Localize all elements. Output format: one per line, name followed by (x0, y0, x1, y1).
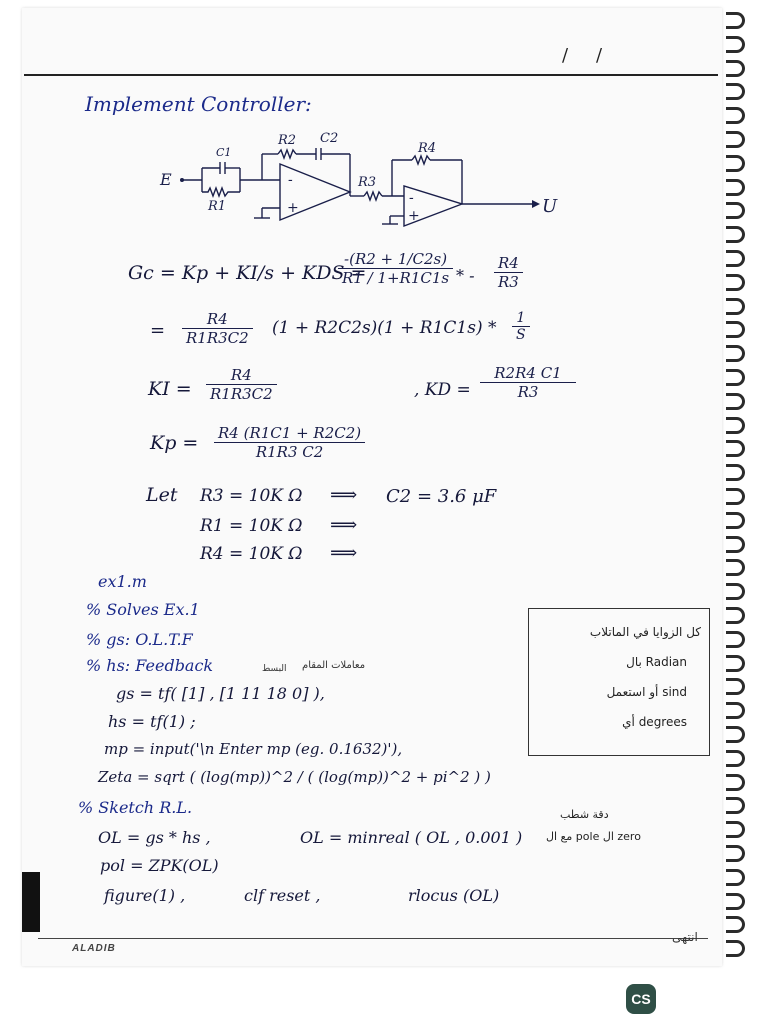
code-line-ol: OL = gs * hs , (98, 828, 211, 847)
spiral-ring (726, 488, 745, 505)
note-tolerance: دقة شطب (560, 808, 609, 821)
kd-denominator: R3 (480, 382, 576, 401)
output-label: U (542, 196, 558, 217)
arrow-icon: ⟹ (330, 542, 358, 564)
spiral-ring (726, 916, 745, 933)
spiral-ring (726, 440, 745, 457)
let-word: Let (146, 484, 178, 506)
spiral-ring (726, 202, 745, 219)
ki-numerator: R4 (230, 366, 252, 384)
r3-label: R3 (358, 175, 377, 190)
code-comment: % Solves Ex.1 (86, 600, 200, 619)
opamp2-plus: + (408, 208, 420, 224)
spiral-ring (726, 274, 745, 291)
let-r1: R1 = 10K Ω (200, 516, 303, 536)
code-line-rlocus: rlocus (OL) (408, 886, 500, 905)
footer-rule (38, 938, 708, 939)
gc-numerator: -(R2 + 1/C2s) (344, 250, 448, 268)
code-line-figure: figure(1) , (104, 886, 186, 905)
spiral-ring (726, 36, 745, 53)
spiral-binding (722, 12, 748, 967)
spiral-ring (726, 60, 745, 77)
spiral-ring (726, 83, 745, 100)
line2-one-over-s (512, 310, 530, 343)
spiral-ring (726, 797, 745, 814)
note-line: كل الزوايا في الماتلاب (589, 625, 701, 639)
note-line: degrees أي (622, 715, 687, 729)
line2-fraction (182, 310, 253, 347)
spiral-ring (726, 131, 745, 148)
notebook-logo: ALADIB (72, 943, 116, 954)
spiral-ring (726, 321, 745, 338)
spiral-ring (726, 417, 745, 434)
spiral-ring (726, 869, 745, 886)
kp-denominator: R1R3 C2 (214, 442, 365, 461)
let-r3: R3 = 10K Ω (200, 486, 303, 506)
spiral-ring (726, 678, 745, 695)
header-rule (24, 74, 718, 76)
let-r4: R4 = 10K Ω (200, 544, 303, 564)
camscanner-badge: CS (626, 984, 656, 1014)
spiral-ring (726, 369, 745, 386)
spiral-ring (726, 107, 745, 124)
gc-r4-r3-fraction (494, 254, 523, 291)
r1-label: R1 (208, 199, 227, 214)
kp-numerator: R4 (R1C1 + R2C2) (218, 424, 362, 442)
corner-note: انتهى (672, 930, 698, 944)
code-comment: % gs: O.L.T.F (86, 630, 193, 649)
note-pole-zero: zero ال pole مع ال (546, 830, 641, 843)
spiral-ring (726, 631, 745, 648)
gc-mult: * - (456, 266, 475, 285)
ki-lhs: KI = (148, 378, 192, 400)
code-filename: ex1.m (98, 572, 147, 591)
c2-label: C2 (320, 131, 339, 146)
code-line-zeta: Zeta = sqrt ( (log(mp))^2 / ( (log(mp))^2 + pi^2 ) ) (98, 768, 491, 786)
code-comment: % Sketch R.L. (78, 798, 193, 817)
spiral-ring (726, 536, 745, 553)
line2-equals: = (150, 320, 166, 341)
spiral-ring (726, 298, 745, 315)
line2-numerator: R4 (206, 310, 228, 328)
r4-label: R4 (418, 141, 437, 156)
radian-note-box (528, 608, 710, 756)
s: S (512, 326, 530, 343)
gc-denominator: R1 / 1+R1C1s (338, 268, 453, 287)
spiral-ring (726, 607, 745, 624)
gc-r3: R3 (494, 272, 523, 291)
opamp1-plus: + (287, 200, 299, 216)
spiral-ring (726, 702, 745, 719)
note-line: sind أو استعمل (606, 685, 687, 699)
code-line-minreal: OL = minreal ( OL , 0.001 ) (300, 828, 523, 847)
note-numerator: البسط (262, 664, 287, 674)
spiral-ring (726, 512, 745, 529)
kd-lhs: , KD = (414, 380, 471, 400)
spiral-ring (726, 750, 745, 767)
spiral-ring (726, 655, 745, 672)
gc-r4: R4 (498, 254, 519, 272)
one: 1 (516, 310, 526, 326)
spiral-ring (726, 12, 745, 29)
gc-fraction (338, 250, 453, 287)
ki-denominator: R1R3C2 (206, 384, 277, 403)
code-line-pol: pol = ZPK(OL) (100, 856, 219, 875)
spiral-ring (726, 845, 745, 862)
note-line: Radian بال (626, 655, 687, 669)
kd-numerator: R2R4 C1 (494, 364, 562, 382)
c1-label: C1 (216, 146, 232, 159)
spiral-ring (726, 155, 745, 172)
spiral-ring (726, 726, 745, 743)
spiral-ring (726, 250, 745, 267)
code-line-mp: mp = input('\n Enter mp (eg. 0.1632)'), (104, 740, 403, 758)
note-denominator-coeffs: معاملات المقام (302, 660, 366, 671)
r2-label: R2 (278, 133, 297, 148)
code-comment: % hs: Feedback (86, 656, 214, 675)
c2-result: C2 = 3.6 μF (386, 486, 497, 507)
spiral-ring (726, 179, 745, 196)
spiral-ring (726, 774, 745, 791)
opamp2-minus: - (409, 190, 414, 206)
spiral-ring (726, 226, 745, 243)
input-label: E (160, 170, 172, 189)
kp-fraction (214, 424, 365, 461)
spiral-ring (726, 893, 745, 910)
kd-fraction (480, 364, 576, 401)
arrow-icon: ⟹ (330, 514, 358, 536)
page-title: Implement Controller: (85, 92, 312, 116)
date-slash: / (562, 45, 569, 66)
code-line-clf: clf reset , (244, 886, 321, 905)
spiral-ring (726, 940, 745, 957)
kp-lhs: Kp = (150, 432, 199, 454)
ki-fraction (206, 366, 277, 403)
spiral-ring (726, 345, 745, 362)
spiral-ring (726, 821, 745, 838)
spiral-ring (726, 583, 745, 600)
code-line-hs: hs = tf(1) ; (108, 712, 196, 731)
arrow-icon: ⟹ (330, 484, 358, 506)
line2-product: (1 + R2C2s)(1 + R1C1s) * (272, 318, 497, 338)
opamp1-minus: - (288, 172, 293, 188)
page-edge-shadow (22, 872, 40, 932)
code-line-gs: gs = tf( [1] , [1 11 18 0] ), (116, 684, 325, 703)
spiral-ring (726, 393, 745, 410)
spiral-ring (726, 559, 745, 576)
spiral-ring (726, 464, 745, 481)
date-slash: / (596, 45, 603, 66)
pid-circuit-diagram (150, 128, 570, 228)
line2-denominator: R1R3C2 (182, 328, 253, 347)
gc-equation-lhs: Gc = Kp + KI/s + KDS = (128, 262, 367, 284)
